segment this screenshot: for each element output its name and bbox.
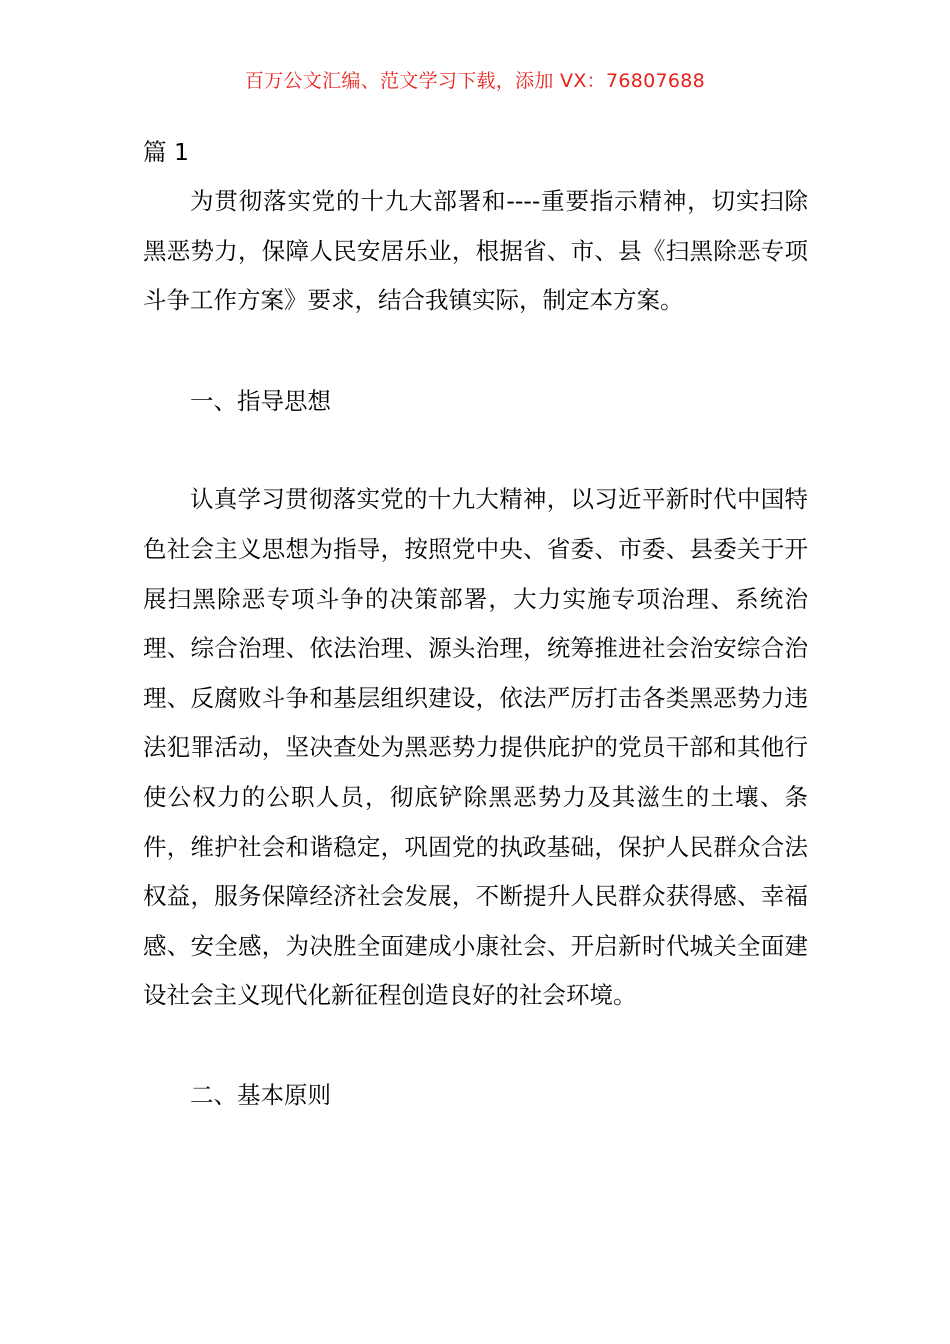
header-watermark: 百万公文汇编、范文学习下载，添加 VX：76807688 xyxy=(244,70,706,92)
section-heading-basic-principles: 二、基本原则 xyxy=(190,1080,331,1109)
intro-paragraph: 为贯彻落实党的十九大部署和----重要指示精神，切实扫除黑恶势力，保障人民安居乐业，根据省、市、县《扫黑除恶专项斗争工作方案》要求，结合我镇实际，制定本方案。 xyxy=(143,187,808,315)
section-heading-guiding-thought: 一、指导思想 xyxy=(190,386,331,415)
guiding-thought-paragraph: 认真学习贯彻落实党的十九大精神，以习近平新时代中国特色社会主义思想为指导，按照党中央、省委、市委、县委关于开展扫黑除恶专项斗争的决策部署，大力实施专项治理、系统治理、综合治理、依法治理、源头治理，统筹推进社会治安综合治理、反腐败斗争和基层组织建设，依法严厉打击各类黑恶势力违法犯罪活动，坚决查处为黑恶势力提供庇护的党员干部和其他行使公权力的公职人员，彻底铲除黑恶势力及其滋生的土壤、条件，维护社会和谐稳定，巩固党的执政基础，保护人民群众合法权益，服务保障经济社会发展，不断提升人民群众获得感、幸福感、安全感，为决胜全面建成小康社会、开启新时代城关全面建设社会主义现代化新征程创造良好的社会环境。 xyxy=(143,485,808,1010)
document-body xyxy=(143,130,808,1121)
article-label: 篇 1 xyxy=(143,138,189,166)
